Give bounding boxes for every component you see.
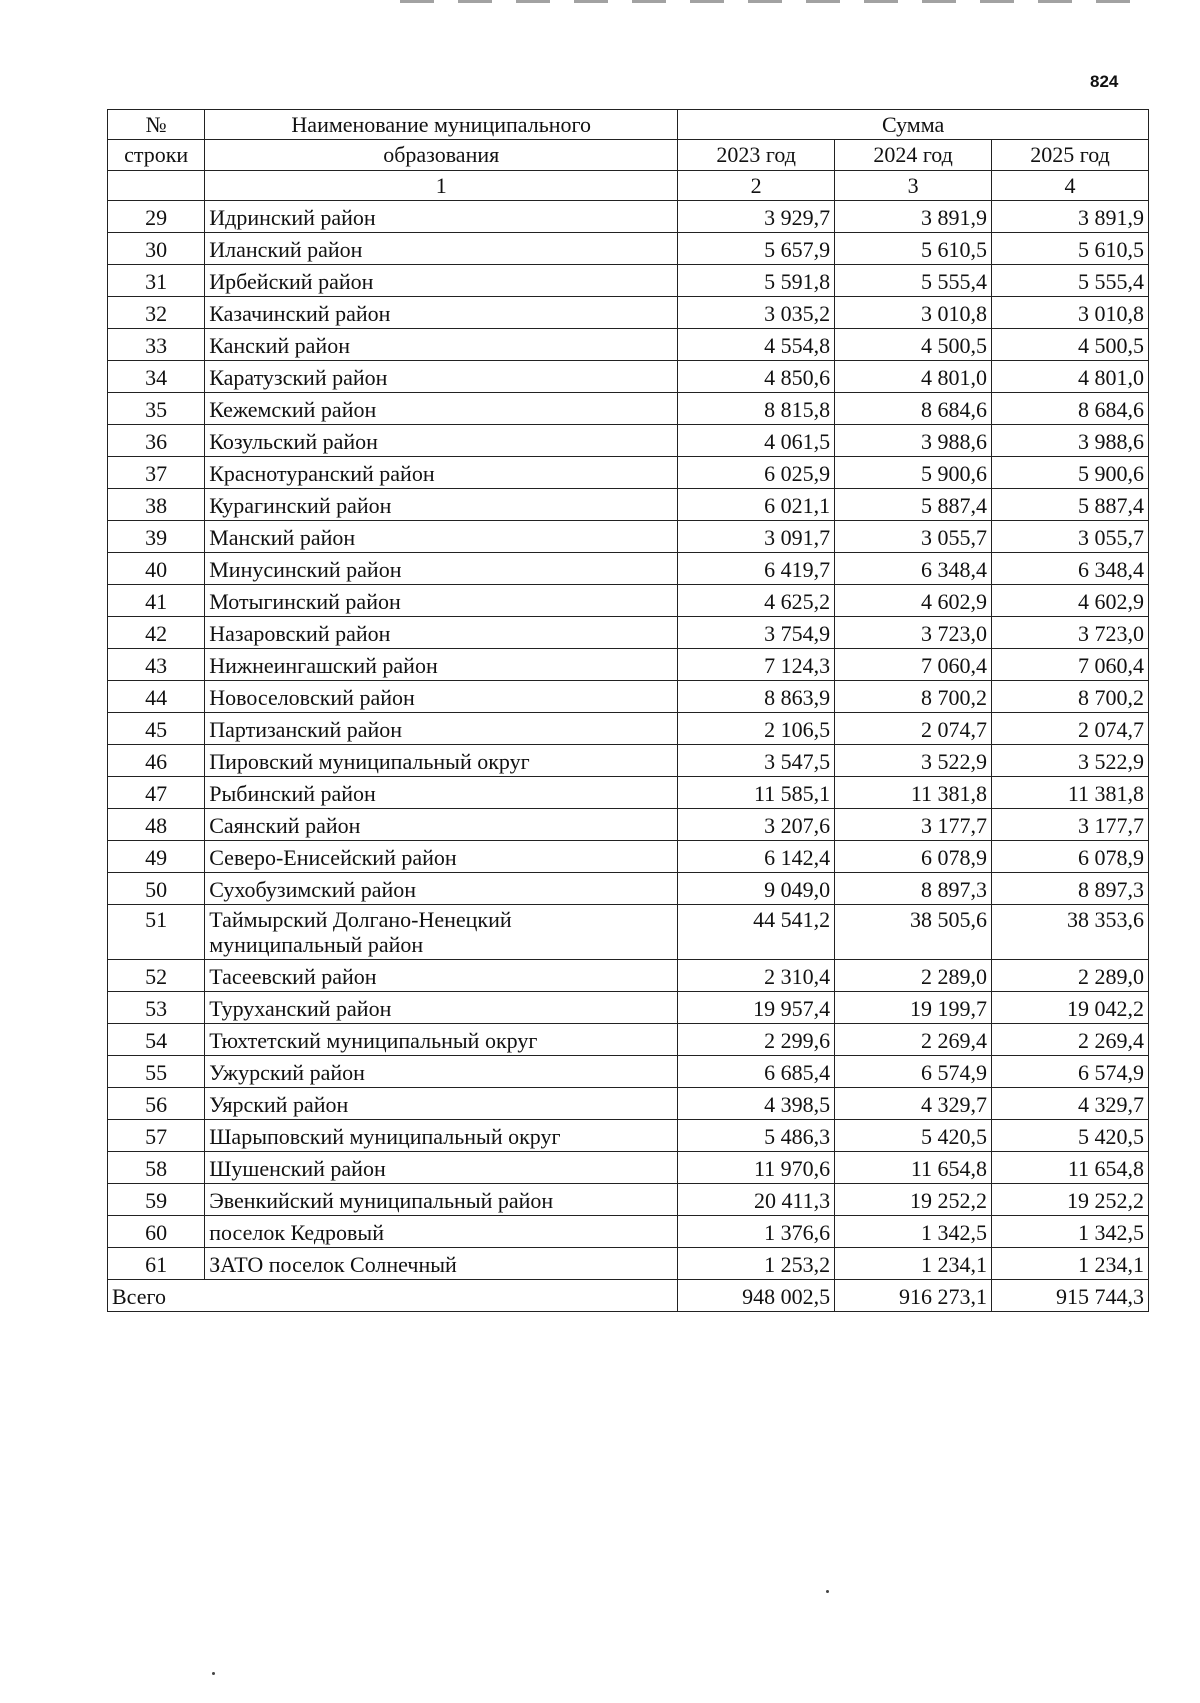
amount-2025: 6 348,4	[992, 552, 1149, 584]
amount-2024: 4 602,9	[835, 584, 992, 616]
amount-2025: 6 574,9	[992, 1056, 1149, 1088]
amount-2023: 3 754,9	[678, 616, 835, 648]
table-row	[108, 712, 1149, 744]
amount-2023: 6 021,1	[678, 488, 835, 520]
table-body-part-2	[108, 960, 1149, 1280]
table-row	[108, 1248, 1149, 1280]
row-number-header	[108, 110, 205, 140]
municipality-name: Курагинский район	[205, 488, 678, 520]
amount-2023: 3 207,6	[678, 808, 835, 840]
municipality-name: Шарыповский муниципальный округ	[205, 1120, 678, 1152]
column-number: 2	[678, 170, 835, 200]
page-number: 824	[1090, 72, 1119, 91]
amount-2024: 2 074,7	[835, 712, 992, 744]
amount-2025: 4 329,7	[992, 1088, 1149, 1120]
table-row	[108, 1184, 1149, 1216]
table-row	[108, 456, 1149, 488]
amount-2024: 6 348,4	[835, 552, 992, 584]
municipality-name: Новоселовский район	[205, 680, 678, 712]
row-number: 44	[108, 680, 205, 712]
amount-2024: 11 654,8	[835, 1152, 992, 1184]
amount-2025: 4 602,9	[992, 584, 1149, 616]
header-row-2	[108, 140, 1149, 170]
amount-2024: 19 252,2	[835, 1184, 992, 1216]
table-row	[108, 360, 1149, 392]
amount-2023: 3 091,7	[678, 520, 835, 552]
amount-2023: 3 929,7	[678, 200, 835, 232]
table-row	[108, 552, 1149, 584]
total-2023: 948 002,5	[678, 1280, 835, 1312]
row-number: 58	[108, 1152, 205, 1184]
row-number: 59	[108, 1184, 205, 1216]
row-number: 31	[108, 264, 205, 296]
amount-2023: 4 398,5	[678, 1088, 835, 1120]
row-number: 53	[108, 992, 205, 1024]
municipality-name: Манский район	[205, 520, 678, 552]
row-number: 41	[108, 584, 205, 616]
municipality-name: Нижнеингашский район	[205, 648, 678, 680]
amount-2024: 8 897,3	[835, 872, 992, 904]
municipality-name: Шушенский район	[205, 1152, 678, 1184]
amount-2025: 5 555,4	[992, 264, 1149, 296]
municipality-name: Иланский район	[205, 232, 678, 264]
table-row	[108, 328, 1149, 360]
amount-2023: 4 061,5	[678, 424, 835, 456]
total-label: Всего	[108, 1280, 678, 1312]
municipality-name: Пировский муниципальный округ	[205, 744, 678, 776]
amount-2023: 4 625,2	[678, 584, 835, 616]
scan-speck	[212, 1672, 215, 1675]
amount-2023: 19 957,4	[678, 992, 835, 1024]
row-number: 36	[108, 424, 205, 456]
table-row	[108, 992, 1149, 1024]
amount-2024: 38 505,6	[835, 904, 992, 960]
amount-2024: 6 078,9	[835, 840, 992, 872]
amount-2025: 19 042,2	[992, 992, 1149, 1024]
row-number: 49	[108, 840, 205, 872]
amount-2023: 4 850,6	[678, 360, 835, 392]
sum-header: Сумма	[678, 110, 1149, 140]
table-row	[108, 1088, 1149, 1120]
table-row	[108, 232, 1149, 264]
amount-2023: 1 253,2	[678, 1248, 835, 1280]
amount-2025: 2 289,0	[992, 960, 1149, 992]
table-row	[108, 808, 1149, 840]
municipality-name: Северо-Енисейский район	[205, 840, 678, 872]
amount-2025: 7 060,4	[992, 648, 1149, 680]
municipality-name: Кежемский район	[205, 392, 678, 424]
municipality-name: Идринский район	[205, 200, 678, 232]
row-number-header-cont: строки	[108, 140, 205, 170]
total-2025: 915 744,3	[992, 1280, 1149, 1312]
amount-2025: 5 887,4	[992, 488, 1149, 520]
municipality-name: Уярский район	[205, 1088, 678, 1120]
amount-2024: 4 801,0	[835, 360, 992, 392]
total-row	[108, 1280, 1149, 1312]
amount-2024: 4 500,5	[835, 328, 992, 360]
row-number: 51	[108, 904, 205, 960]
amount-2023: 44 541,2	[678, 904, 835, 960]
table-row	[108, 424, 1149, 456]
amount-2024: 8 684,6	[835, 392, 992, 424]
amount-2025: 11 381,8	[992, 776, 1149, 808]
row-number: 40	[108, 552, 205, 584]
amount-2025: 38 353,6	[992, 904, 1149, 960]
table-row	[108, 1120, 1149, 1152]
row-number: 57	[108, 1120, 205, 1152]
amount-2023: 5 486,3	[678, 1120, 835, 1152]
municipality-name: Козульский район	[205, 424, 678, 456]
row-number: 35	[108, 392, 205, 424]
municipality-name: Тюхтетский муниципальный округ	[205, 1024, 678, 1056]
name-header-line1: Наименование муниципального	[291, 112, 591, 137]
amount-2025: 1 342,5	[992, 1216, 1149, 1248]
row-number: 32	[108, 296, 205, 328]
table-row	[108, 1216, 1149, 1248]
municipality-name: Партизанский район	[205, 712, 678, 744]
table-row	[108, 744, 1149, 776]
municipality-name: Назаровский район	[205, 616, 678, 648]
row-number: 43	[108, 648, 205, 680]
amount-2025: 3 055,7	[992, 520, 1149, 552]
municipality-name: Тасеевский район	[205, 960, 678, 992]
table-row	[108, 296, 1149, 328]
row-number: 39	[108, 520, 205, 552]
amount-2024: 8 700,2	[835, 680, 992, 712]
table-row	[108, 680, 1149, 712]
amount-2025: 3 723,0	[992, 616, 1149, 648]
table-row	[108, 392, 1149, 424]
municipality-name: Ирбейский район	[205, 264, 678, 296]
table-row	[108, 616, 1149, 648]
municipality-name	[205, 904, 678, 960]
amount-2024: 3 177,7	[835, 808, 992, 840]
table-row	[108, 520, 1149, 552]
amount-2023: 9 049,0	[678, 872, 835, 904]
amount-2024: 6 574,9	[835, 1056, 992, 1088]
row-number: 47	[108, 776, 205, 808]
table-row	[108, 1056, 1149, 1088]
row-number: 29	[108, 200, 205, 232]
row-number: 54	[108, 1024, 205, 1056]
column-number: 3	[835, 170, 992, 200]
amount-2025: 3 891,9	[992, 200, 1149, 232]
amount-2024: 2 269,4	[835, 1024, 992, 1056]
table-row	[108, 584, 1149, 616]
amount-2025: 3 988,6	[992, 424, 1149, 456]
municipality-name: Каратузский район	[205, 360, 678, 392]
column-number: 4	[992, 170, 1149, 200]
amount-2025: 8 684,6	[992, 392, 1149, 424]
name-header-cont: образования	[205, 140, 678, 170]
amount-2025: 4 801,0	[992, 360, 1149, 392]
municipality-name-line1: Таймырский Долгано-Ненецкий	[209, 906, 512, 932]
row-number: 50	[108, 872, 205, 904]
amount-2023: 8 815,8	[678, 392, 835, 424]
scan-speck	[826, 1590, 829, 1593]
municipality-name: ЗАТО поселок Солнечный	[205, 1248, 678, 1280]
amount-2025: 19 252,2	[992, 1184, 1149, 1216]
amount-2023: 2 310,4	[678, 960, 835, 992]
municipality-name: поселок Кедровый	[205, 1216, 678, 1248]
row-number: 33	[108, 328, 205, 360]
municipality-name: Сухобузимский район	[205, 872, 678, 904]
amount-2025: 3 010,8	[992, 296, 1149, 328]
row-number: 30	[108, 232, 205, 264]
row-number: 38	[108, 488, 205, 520]
amount-2023: 1 376,6	[678, 1216, 835, 1248]
amount-2025: 4 500,5	[992, 328, 1149, 360]
amount-2025: 3 177,7	[992, 808, 1149, 840]
table-body-row-51	[108, 904, 1149, 960]
amount-2023: 20 411,3	[678, 1184, 835, 1216]
amount-2023: 5 591,8	[678, 264, 835, 296]
amount-2025: 6 078,9	[992, 840, 1149, 872]
amount-2023: 11 970,6	[678, 1152, 835, 1184]
name-header	[205, 110, 678, 140]
municipality-name: Краснотуранский район	[205, 456, 678, 488]
amount-2024: 7 060,4	[835, 648, 992, 680]
row-number-header-line1: №	[145, 112, 167, 137]
table-row	[108, 488, 1149, 520]
row-number: 45	[108, 712, 205, 744]
table-row	[108, 776, 1149, 808]
municipality-name: Мотыгинский район	[205, 584, 678, 616]
year-header-2025: 2025 год	[992, 140, 1149, 170]
amount-2025: 11 654,8	[992, 1152, 1149, 1184]
amount-2024: 19 199,7	[835, 992, 992, 1024]
amount-2024: 2 289,0	[835, 960, 992, 992]
amount-2025: 5 420,5	[992, 1120, 1149, 1152]
amount-2025: 5 900,6	[992, 456, 1149, 488]
municipality-name: Саянский район	[205, 808, 678, 840]
year-header-2024: 2024 год	[835, 140, 992, 170]
table-row	[108, 840, 1149, 872]
amount-2024: 3 988,6	[835, 424, 992, 456]
amount-2023: 4 554,8	[678, 328, 835, 360]
amount-2025: 1 234,1	[992, 1248, 1149, 1280]
municipality-name-line2: муниципальный район	[209, 932, 424, 958]
row-number: 61	[108, 1248, 205, 1280]
row-number: 55	[108, 1056, 205, 1088]
amount-2023: 11 585,1	[678, 776, 835, 808]
amount-2024: 3 522,9	[835, 744, 992, 776]
amount-2024: 5 420,5	[835, 1120, 992, 1152]
municipality-name: Канский район	[205, 328, 678, 360]
amount-2024: 3 055,7	[835, 520, 992, 552]
row-number: 37	[108, 456, 205, 488]
table-row	[108, 872, 1149, 904]
municipality-name: Казачинский район	[205, 296, 678, 328]
scan-artifact-top	[400, 0, 1140, 3]
amount-2023: 2 299,6	[678, 1024, 835, 1056]
amount-2025: 8 897,3	[992, 872, 1149, 904]
municipality-name: Эвенкийский муниципальный район	[205, 1184, 678, 1216]
amount-2023: 6 685,4	[678, 1056, 835, 1088]
amount-2025: 2 074,7	[992, 712, 1149, 744]
municipality-name: Туруханский район	[205, 992, 678, 1024]
amount-2025: 5 610,5	[992, 232, 1149, 264]
amount-2025: 2 269,4	[992, 1024, 1149, 1056]
row-number: 46	[108, 744, 205, 776]
amount-2024: 4 329,7	[835, 1088, 992, 1120]
table-row	[108, 1152, 1149, 1184]
total-2024: 916 273,1	[835, 1280, 992, 1312]
row-number: 52	[108, 960, 205, 992]
amount-2023: 5 657,9	[678, 232, 835, 264]
amount-2023: 7 124,3	[678, 648, 835, 680]
table-row	[108, 960, 1149, 992]
row-number: 34	[108, 360, 205, 392]
header-row-1	[108, 110, 1149, 140]
amount-2023: 6 419,7	[678, 552, 835, 584]
amount-2023: 3 035,2	[678, 296, 835, 328]
budget-table	[107, 109, 1149, 1312]
amount-2024: 3 010,8	[835, 296, 992, 328]
amount-2024: 11 381,8	[835, 776, 992, 808]
amount-2023: 6 142,4	[678, 840, 835, 872]
table-row	[108, 904, 1149, 960]
row-number: 42	[108, 616, 205, 648]
table-row	[108, 264, 1149, 296]
amount-2023: 8 863,9	[678, 680, 835, 712]
row-number: 56	[108, 1088, 205, 1120]
amount-2023: 3 547,5	[678, 744, 835, 776]
column-number	[108, 170, 205, 200]
year-header-2023: 2023 год	[678, 140, 835, 170]
table-row	[108, 648, 1149, 680]
column-number: 1	[205, 170, 678, 200]
amount-2025: 8 700,2	[992, 680, 1149, 712]
table-body-part-1	[108, 200, 1149, 904]
row-number: 60	[108, 1216, 205, 1248]
amount-2024: 5 887,4	[835, 488, 992, 520]
row-number: 48	[108, 808, 205, 840]
table-row	[108, 200, 1149, 232]
amount-2024: 5 610,5	[835, 232, 992, 264]
amount-2023: 2 106,5	[678, 712, 835, 744]
column-number-row	[108, 170, 1149, 200]
amount-2024: 1 342,5	[835, 1216, 992, 1248]
municipality-name: Минусинский район	[205, 552, 678, 584]
municipality-name: Ужурский район	[205, 1056, 678, 1088]
amount-2024: 1 234,1	[835, 1248, 992, 1280]
amount-2024: 5 555,4	[835, 264, 992, 296]
amount-2024: 3 723,0	[835, 616, 992, 648]
amount-2024: 5 900,6	[835, 456, 992, 488]
amount-2023: 6 025,9	[678, 456, 835, 488]
amount-2025: 3 522,9	[992, 744, 1149, 776]
amount-2024: 3 891,9	[835, 200, 992, 232]
municipality-name: Рыбинский район	[205, 776, 678, 808]
table-row	[108, 1024, 1149, 1056]
